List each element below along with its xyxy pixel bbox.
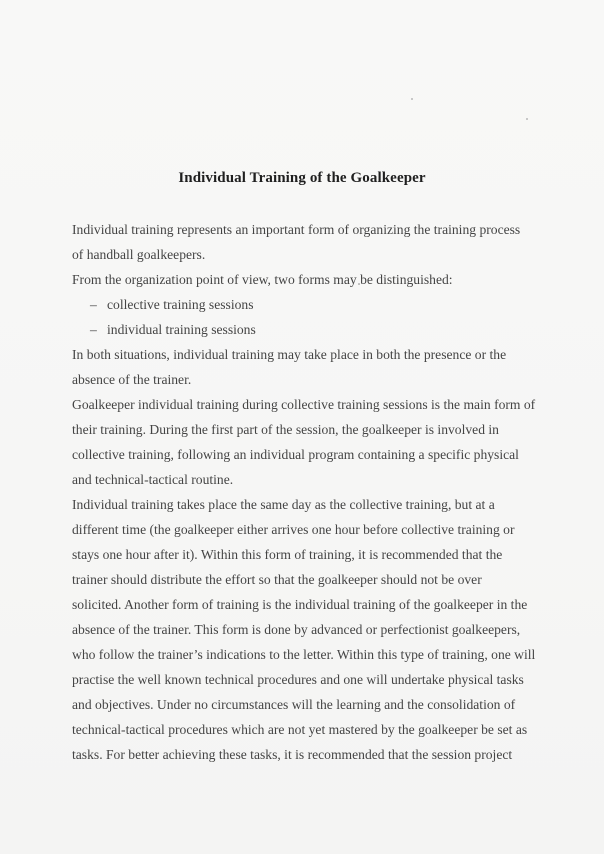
text-line: solicited. Another form of training is the individual training of the goalkeeper in the [72, 597, 528, 612]
text-line: trainer should distribute the effort so that the goalkeeper should not be over [72, 572, 482, 587]
text-line: their training. During the first part of the session, the goalkeeper is involved in [72, 422, 499, 437]
scan-speck [411, 98, 413, 100]
text-line: different time (the goalkeeper either arrives one hour before collective training or [72, 522, 515, 537]
list-item-text: collective training sessions [107, 297, 254, 312]
list-item [72, 317, 542, 342]
list-item [72, 292, 542, 317]
text-line: In both situations, individual training may take place in both the presence or the [72, 347, 507, 362]
text-line: practise the well known technical procedures and one will undertake physical tasks [72, 672, 524, 687]
text-line: and technical-tactical routine. [72, 472, 234, 487]
text-line: Individual training takes place the same day as the collective training, but at a [72, 497, 495, 512]
text-line: of handball goalkeepers. [72, 247, 206, 262]
bullet-dash: – [90, 297, 97, 312]
text-line: tasks. For better achieving these tasks, it is recommended that the session project [72, 747, 513, 762]
text-line: stays one hour after it). Within this form of training, it is recommended that the [72, 547, 503, 562]
bullet-dash: – [90, 322, 97, 337]
text-line: technical-tactical procedures which are not yet mastered by the goalkeeper be set as [72, 722, 528, 737]
text-line: absence of the trainer. This form is done by advanced or perfectionist goalkeepers, [72, 622, 521, 637]
text-line: From the organization point of view, two forms may be distinguished: [72, 272, 453, 287]
document-body [72, 217, 542, 767]
scan-speck [526, 118, 528, 120]
text-line: and objectives. Under no circumstances will the learning and the consolidation of [72, 697, 516, 712]
text-line: Goalkeeper individual training during collective training sessions is the main form of [72, 397, 536, 412]
document-title: Individual Training of the Goalkeeper [178, 170, 426, 186]
text-line: collective training, following an individual program containing a specific physical [72, 447, 519, 462]
text-line: who follow the trainer’s indications to the letter. Within this type of training, one will [72, 647, 536, 662]
text-line: absence of the trainer. [72, 372, 192, 387]
text-line: Individual training represents an important form of organizing the training process [72, 222, 521, 237]
list-item-text: individual training sessions [107, 322, 256, 337]
